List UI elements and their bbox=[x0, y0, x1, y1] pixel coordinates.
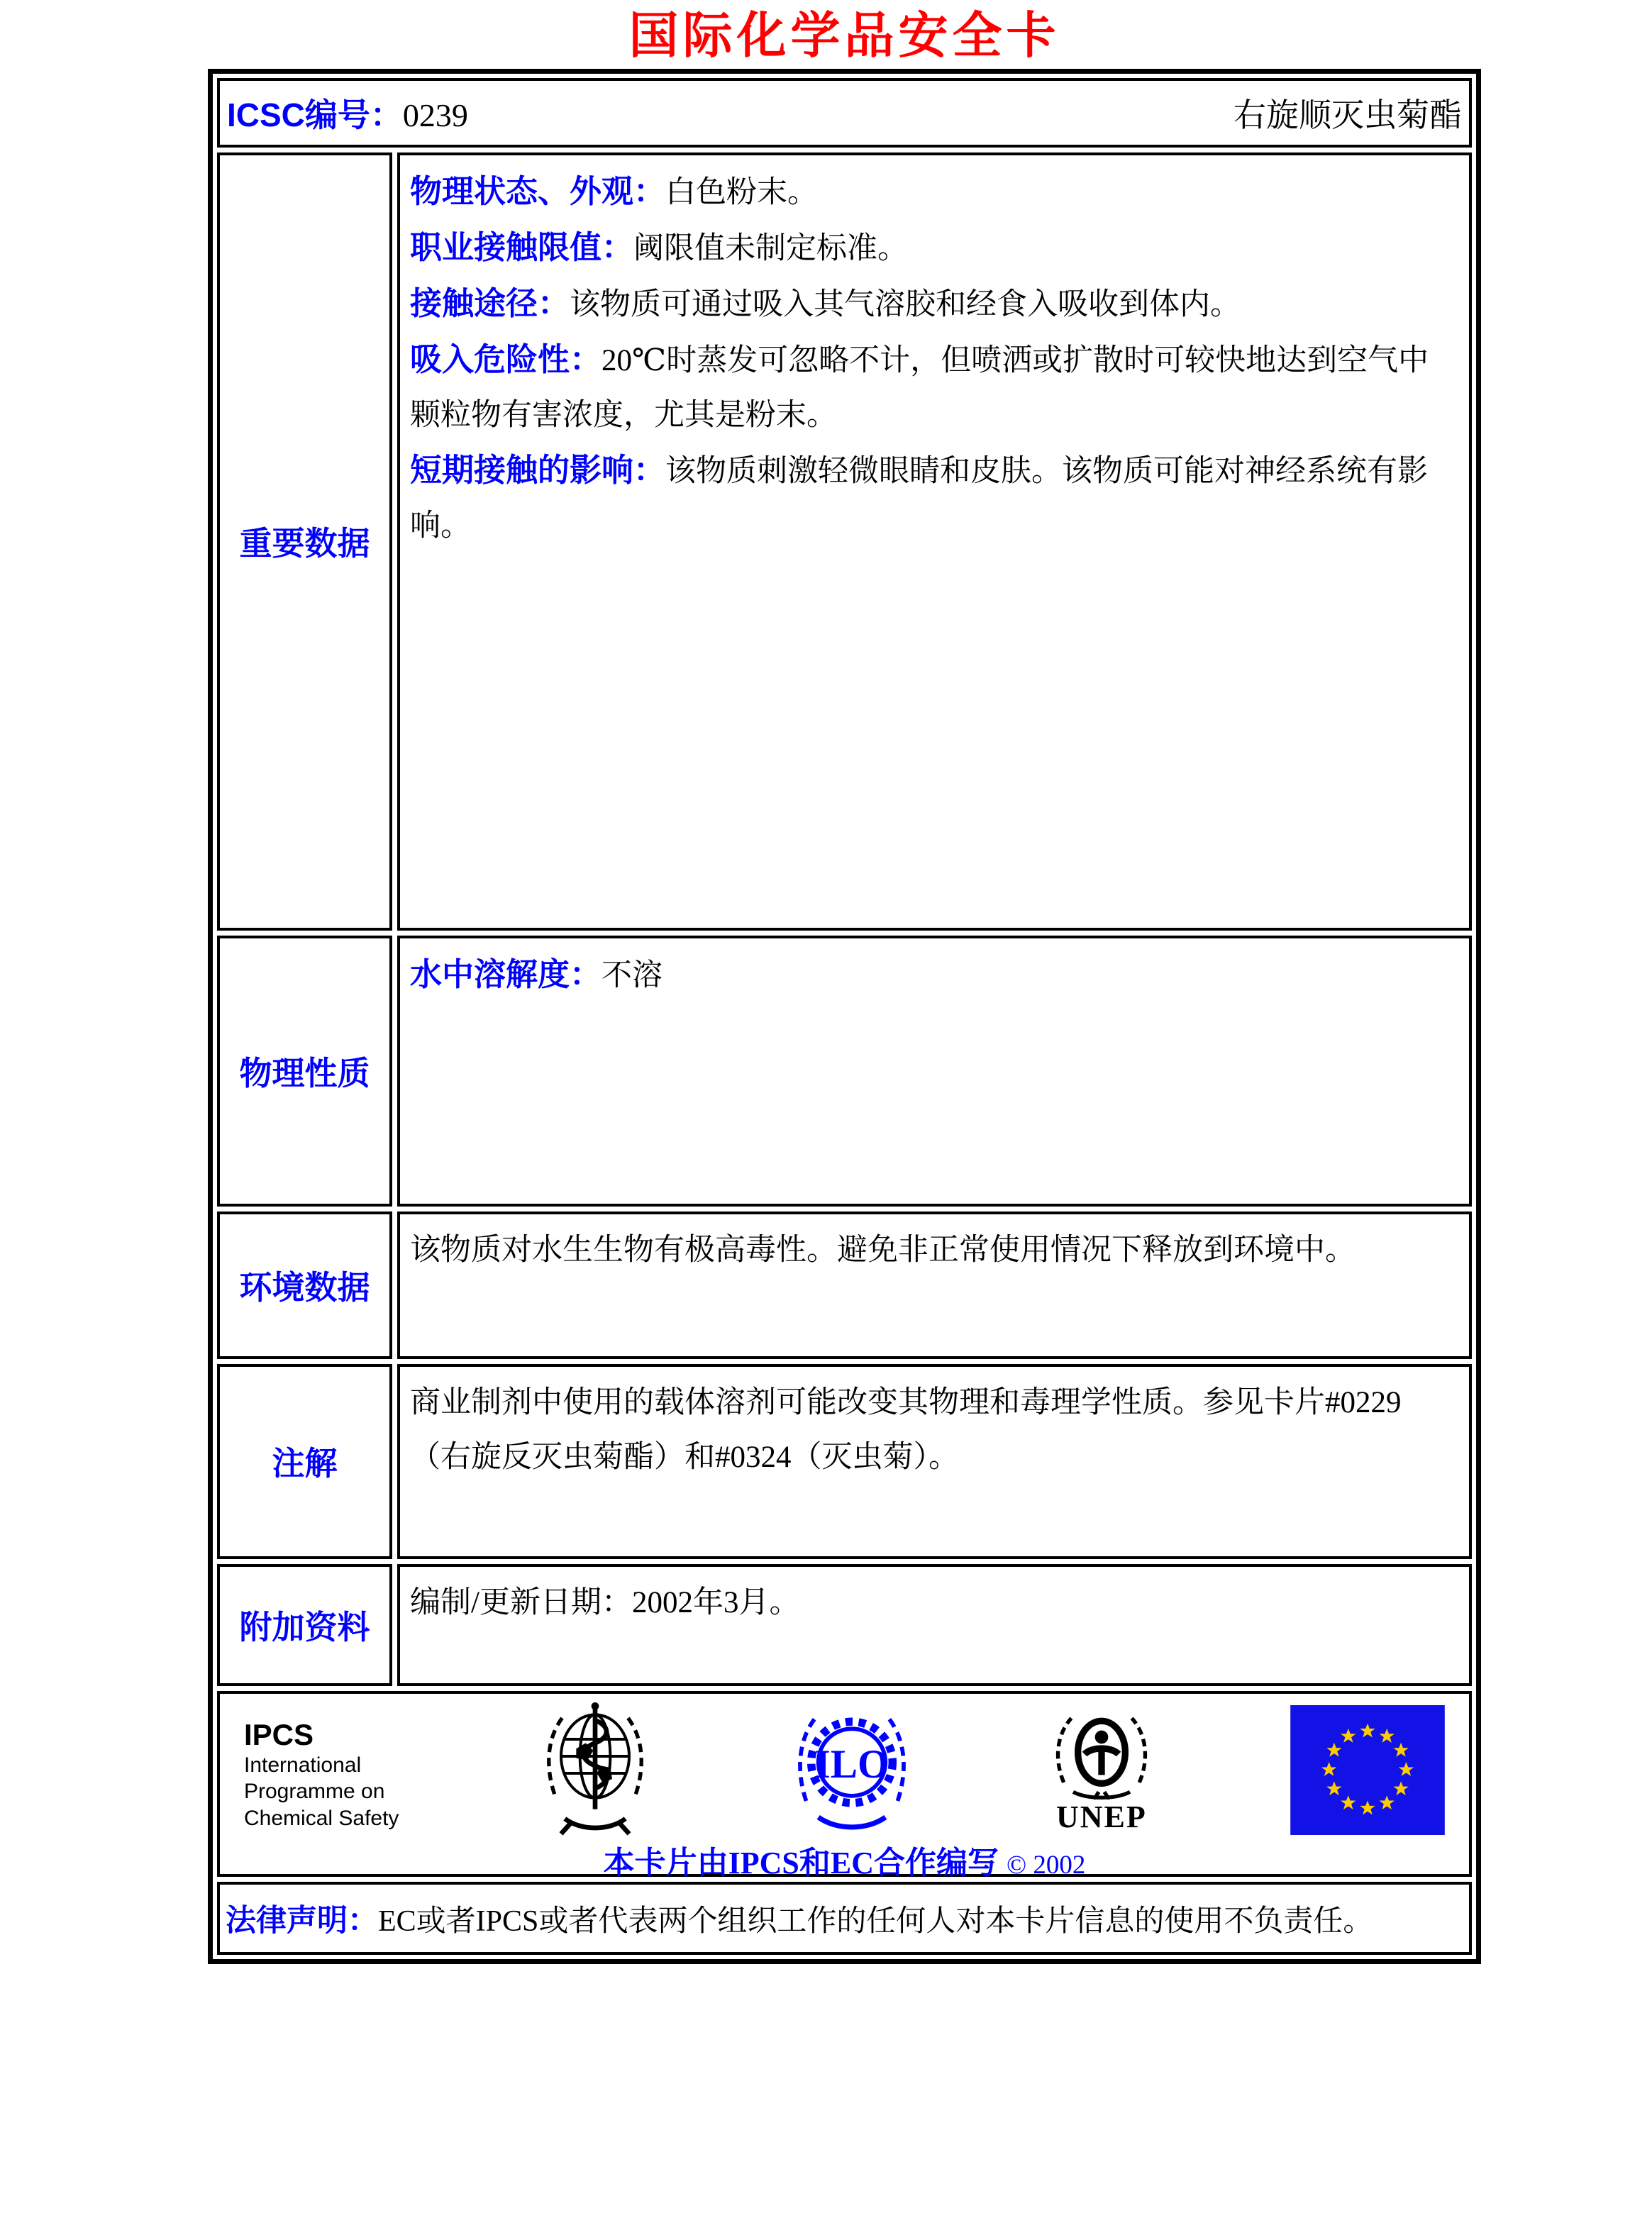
legal-paragraph bbox=[226, 1897, 1373, 1940]
ilo-icon bbox=[791, 1703, 913, 1841]
header-row bbox=[217, 78, 1472, 148]
ipcs-line-3: Chemical Safety bbox=[244, 1806, 399, 1830]
field-key: 短期接触的影响： bbox=[410, 451, 666, 488]
section-label-text: 环境数据 bbox=[239, 1268, 370, 1306]
field-routes-of-exposure bbox=[410, 276, 1459, 332]
legal-row bbox=[217, 1882, 1472, 1955]
section-label-text: 重要数据 bbox=[239, 525, 370, 562]
field-value: 白色粉末。 bbox=[665, 175, 819, 209]
ilo-text: ILO bbox=[814, 1741, 889, 1787]
page-title: 国际化学品安全卡 bbox=[628, 8, 1060, 63]
section-label-physical-properties bbox=[217, 936, 392, 1207]
field-value: 该物质对水生生物有极高毒性。避免非正常使用情况下释放到环境中。 bbox=[410, 1233, 1356, 1267]
field-value: 2002年3月。 bbox=[631, 1585, 800, 1619]
field-update-date bbox=[410, 1575, 1459, 1630]
field-key: 水中溶解度： bbox=[410, 955, 602, 992]
field-value: 20℃时蒸发可忽略不计，但喷洒或扩散时可较快地达到空气中颗粒物有害浓度，尤其是粉末。 bbox=[410, 343, 1429, 432]
credit-text: 本卡片由IPCS和EC合作编写 bbox=[603, 1845, 999, 1880]
ipcs-line-2: Programme on bbox=[244, 1780, 385, 1804]
field-value: 该物质刺激轻微眼睛和皮肤。该物质可能对神经系统有影响。 bbox=[410, 454, 1429, 543]
section-content-environmental-data bbox=[397, 1212, 1472, 1359]
field-value: 不溶 bbox=[602, 958, 663, 992]
section-label-important-data bbox=[217, 153, 392, 931]
field-key: 编制/更新日期： bbox=[410, 1585, 632, 1619]
section-content-notes bbox=[397, 1364, 1472, 1559]
icsc-card bbox=[208, 69, 1481, 1964]
field-key: 接触途径： bbox=[410, 284, 570, 321]
section-row-important-data bbox=[217, 153, 1472, 931]
icsc-number-label: ICSC编号： bbox=[227, 96, 403, 133]
section-row-additional-information bbox=[217, 1564, 1472, 1686]
section-content-physical-properties bbox=[397, 936, 1472, 1207]
field-short-term-effects bbox=[410, 443, 1459, 553]
legal-text: EC或者IPCS或者代表两个组织工作的任何人对本卡片信息的使用不负责任。 bbox=[378, 1904, 1373, 1938]
who-icon bbox=[531, 1700, 659, 1845]
field-water-solubility bbox=[410, 947, 1459, 1003]
chemical-name: 右旋顺灭虫菊酯 bbox=[1234, 96, 1462, 133]
section-row-physical-properties bbox=[217, 936, 1472, 1207]
icsc-number-value: 0239 bbox=[402, 96, 468, 133]
field-notes-text bbox=[410, 1375, 1459, 1485]
legal-label: 法律声明： bbox=[226, 1903, 378, 1938]
header bbox=[217, 78, 1472, 148]
field-key: 物理状态、外观： bbox=[410, 172, 666, 209]
logos-strip bbox=[220, 1700, 1469, 1845]
ipcs-acronym: IPCS bbox=[244, 1717, 314, 1751]
unep-icon bbox=[1045, 1709, 1158, 1803]
ipcs-line-1: International bbox=[244, 1753, 362, 1777]
field-key: 职业接触限值： bbox=[410, 228, 634, 265]
section-label-environmental-data bbox=[217, 1212, 392, 1359]
section-row-notes bbox=[217, 1364, 1472, 1559]
field-environmental-note bbox=[410, 1223, 1459, 1277]
field-key: 吸入危险性： bbox=[410, 340, 602, 377]
field-value: 商业制剂中使用的载体溶剂可能改变其物理和毒理学性质。参见卡片#0229（右旋反灭虫菊酯）和#0324（灭虫菊）。 bbox=[410, 1385, 1402, 1474]
field-physical-state bbox=[410, 164, 1459, 220]
icsc-number bbox=[227, 89, 468, 136]
section-content-additional-information bbox=[397, 1564, 1472, 1686]
section-label-notes bbox=[217, 1364, 392, 1559]
copyright-text: © 2002 bbox=[1007, 1850, 1086, 1880]
footer-row bbox=[217, 1691, 1472, 1880]
section-row-environmental-data bbox=[217, 1212, 1472, 1359]
section-content-important-data bbox=[397, 153, 1472, 931]
ipcs-text-block bbox=[244, 1718, 399, 1832]
footer bbox=[217, 1691, 1472, 1880]
section-label-text: 附加资料 bbox=[239, 1608, 370, 1646]
legal-notice bbox=[217, 1882, 1472, 1955]
credit-line bbox=[220, 1845, 1469, 1885]
unep-block bbox=[1045, 1709, 1158, 1835]
field-value: 阈限值未制定标准。 bbox=[633, 231, 909, 265]
eu-flag-icon bbox=[1290, 1705, 1445, 1839]
section-label-text: 注解 bbox=[272, 1445, 338, 1482]
field-inhalation-risk bbox=[410, 332, 1459, 443]
field-value: 该物质可通过吸入其气溶胶和经食入吸收到体内。 bbox=[570, 287, 1241, 321]
section-label-text: 物理性质 bbox=[239, 1054, 370, 1092]
section-label-additional-information bbox=[217, 1564, 392, 1686]
unep-text: UNEP bbox=[1055, 1800, 1147, 1834]
field-occupational-exposure-limits bbox=[410, 220, 1459, 276]
